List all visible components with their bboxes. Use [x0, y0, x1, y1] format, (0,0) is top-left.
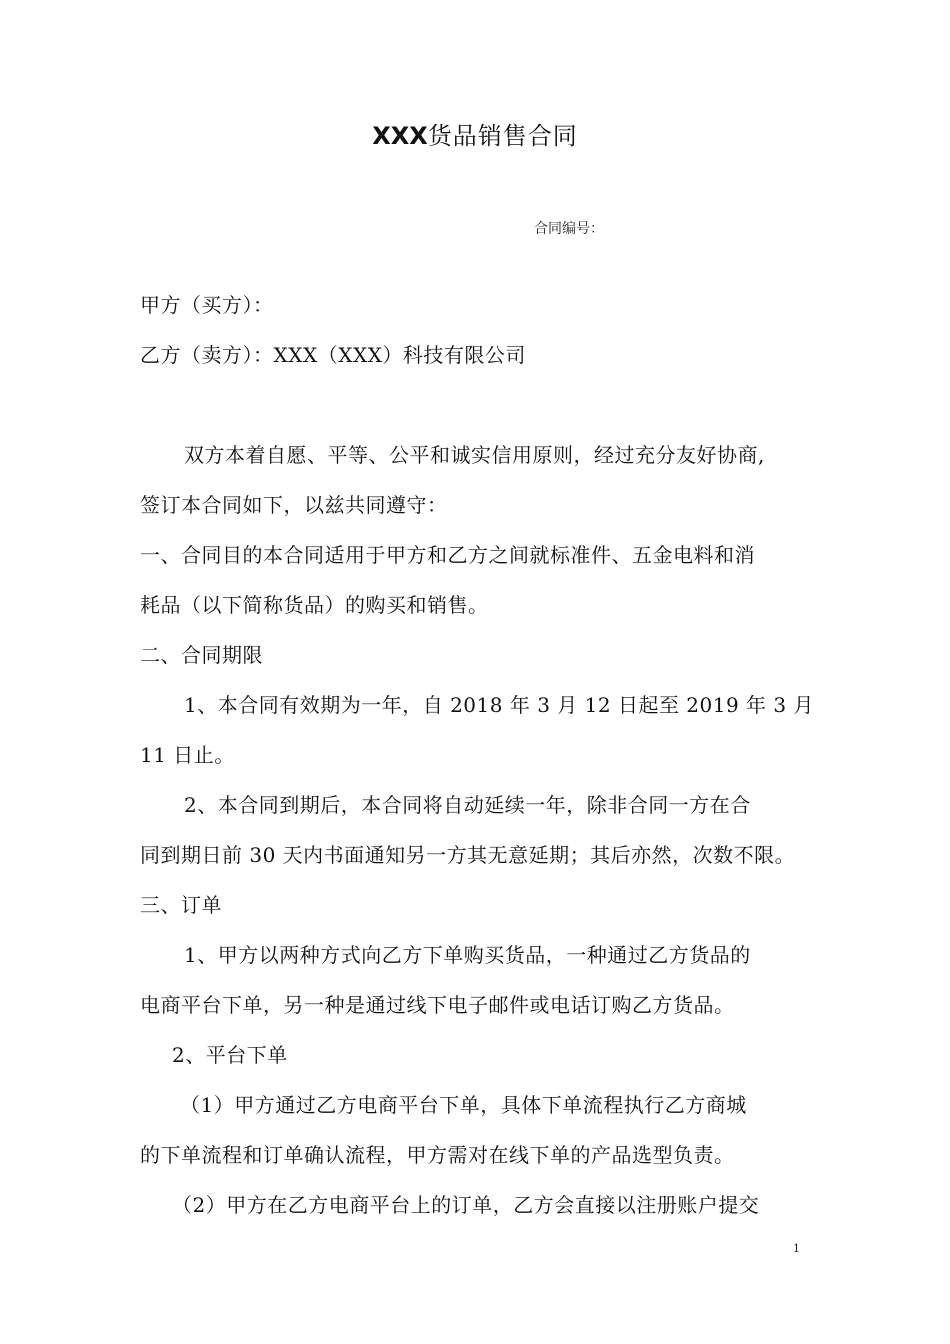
clause-3-2-1-line-2: 的下单流程和订单确认流程，甲方需对在线下单的产品选型负责。	[140, 1143, 735, 1167]
clause-2-2-line-2: 同到期日前 30 天内书面通知另一方其无意延期；其后亦然，次数不限。	[140, 843, 796, 867]
title-prefix: XXX	[372, 122, 428, 150]
document-title	[0, 116, 950, 151]
contract-number-label: 合同编号：	[534, 221, 604, 237]
clause-3-1-line-2: 电商平台下单，另一种是通过线下电子邮件或电话订购乙方货品。	[140, 993, 735, 1017]
party-b-line: 乙方（卖方）：XXX（XXX）科技有限公司	[140, 343, 526, 367]
clause-2-1-line-1: 1、本合同有效期为一年，自 2018 年 3 月 12 日起至 2019 年 3 月	[184, 693, 814, 717]
clause-3-2-heading: 2、平台下单	[172, 1043, 288, 1067]
clause-2-heading: 二、合同期限	[140, 643, 263, 667]
clause-3-2-1-line-1: （1）甲方通过乙方电商平台下单，具体下单流程执行乙方商城	[180, 1093, 747, 1117]
clause-1-line-1: 一、合同目的本合同适用于甲方和乙方之间就标准件、五金电料和消	[140, 543, 755, 567]
clause-2-1-line-2: 11 日止。	[140, 743, 235, 767]
party-a-line: 甲方（买方）：	[140, 293, 274, 317]
clause-3-2-2-line-1: （2）甲方在乙方电商平台上的订单，乙方会直接以注册账户提交	[172, 1193, 760, 1217]
clause-3-1-line-1: 1、甲方以两种方式向乙方下单购买货品，一种通过乙方货品的	[184, 943, 751, 967]
clause-3-heading: 三、订单	[140, 893, 222, 917]
preamble-line-2: 签订本合同如下，以兹共同遵守：	[140, 493, 448, 517]
title-text: 货品销售合同	[427, 122, 578, 150]
clause-1-line-2: 耗品（以下简称货品）的购买和销售。	[140, 593, 489, 617]
preamble-line-1: 双方本着自愿、平等、公平和诚实信用原则，经过充分友好协商,	[184, 443, 765, 467]
clause-2-2-line-1: 2、本合同到期后，本合同将自动延续一年，除非合同一方在合	[184, 793, 751, 817]
page-number: 1	[793, 1242, 800, 1255]
